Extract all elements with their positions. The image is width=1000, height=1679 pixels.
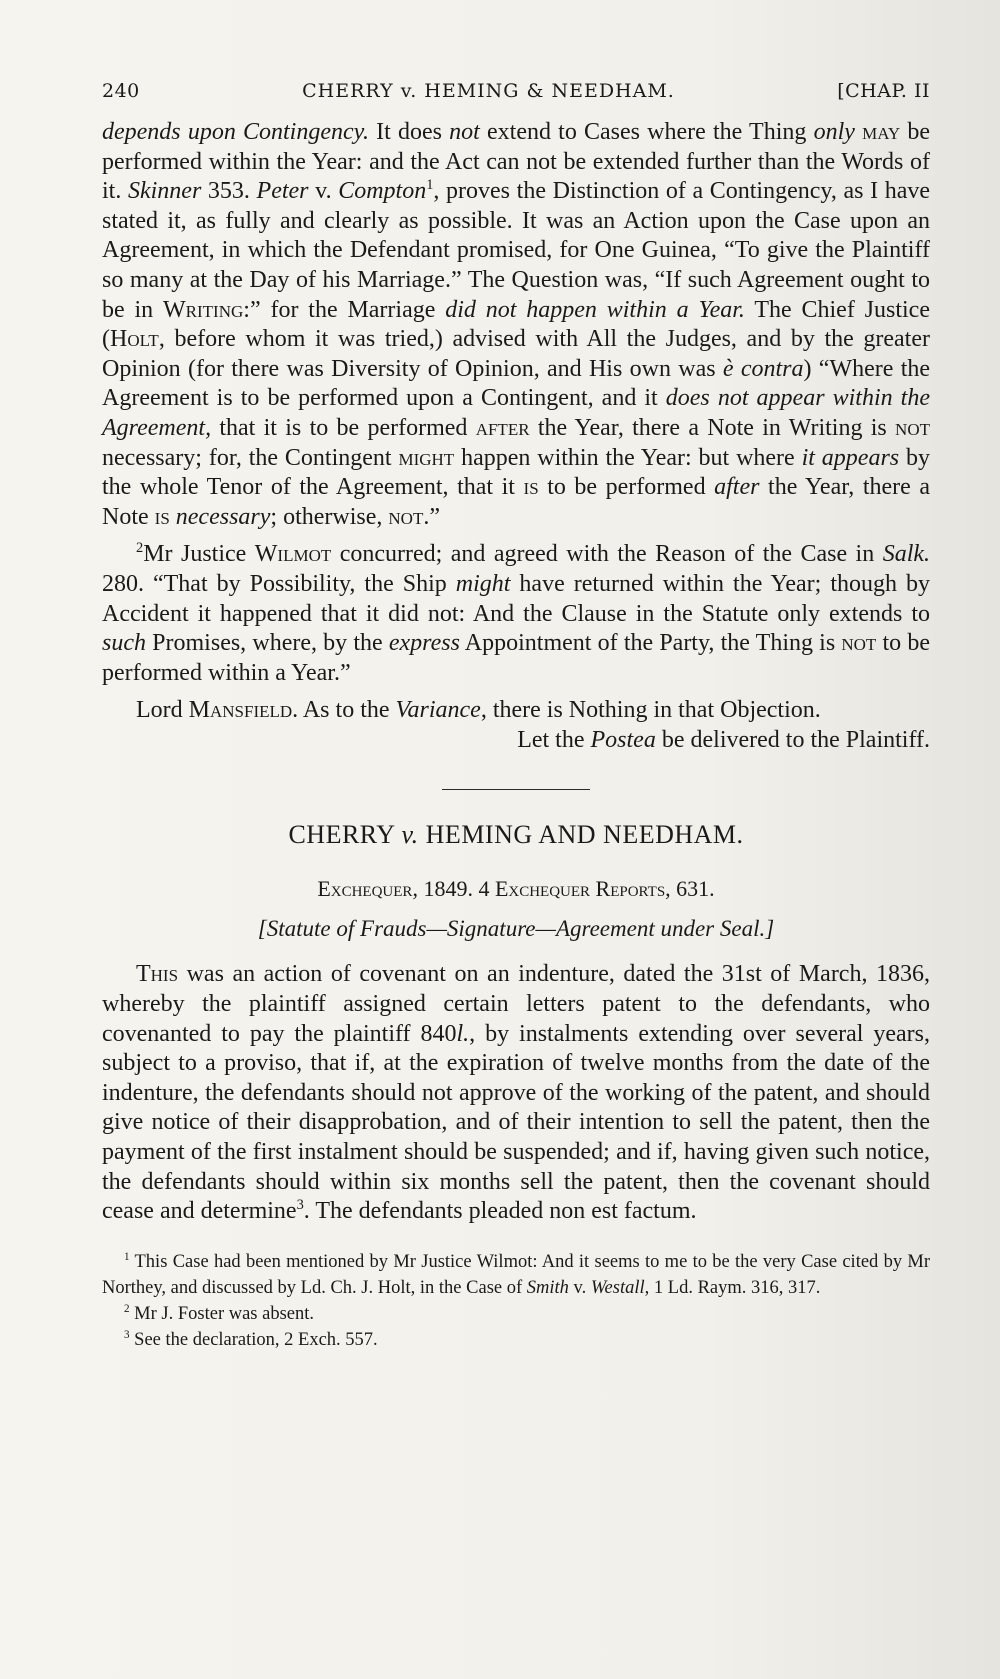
main-text bbox=[102, 118, 930, 755]
paragraph-continuation: depends upon Contingency. It does not extend to Cases where the Thing only may be performed within the Year: and the Act can not be extended further than the Words of it. Skinner 353. Peter v. Compton$^1$, proves the Distinction of a Contingency, as I have stated it, as fully and clearly as possible. It was an Action upon the Case upon an Agreement, in which the Defendant promised, for One Guinea, “To give the Plaintiff so many at the Day of his Marriage.” The Question was, “If such Agreement ought to be in Writing:” for the Marriage did not happen within a Year. The Chief Justice (Holt, before whom it was tried,) advised with All the Judges, and by the greater Opinion (for there was Diversity of Opinion, and His own was è contra) “Where the Agreement is to be performed upon a Contingent, and it does not appear within the Agreement, that it is to be performed after the Year, there a Note in Writing is not necessary; for, the Contingent might happen within the Year: but where it appears by the whole Tenor of the Agreement, that it is to be performed after the Year, there a Note is necessary; otherwise, not.” bbox=[102, 119, 931, 530]
court-citation: Exchequer, 1849. 4 Exchequer Reports, 631. bbox=[317, 876, 715, 902]
footnote-ref-1: 1 bbox=[426, 177, 434, 194]
case-subject: [Statute of Frauds—Signature—Agreement under Seal.] bbox=[257, 916, 775, 942]
paragraph-case-opening: This was an action of covenant on an indenture, dated the 31st of March, 1836, whereby the plaintiff assigned certain letters patent to the defendants, who covenanted to pay the plaintiff 840l., by instalments extending over several years, subject to a proviso, that if, at the expiration of twelve months from the date of the indenture, the defendants should not approve of the working of the patent, and should give notice of their disapprobation, and of their intention to sell the patent, then the payment of the first instalment should be suspended; and if, having given such notice, the defendants should within six months sell the patent, then the covenant should cease and determine$^3$. The defendants pleaded non est factum. bbox=[102, 961, 931, 1225]
footnote-3: $^3$ See the declaration, 2 Exch. 557. bbox=[124, 1328, 378, 1350]
paragraph-wilmot: $^2$Mr Justice Wilmot concurred; and agreed with the Reason of the Case in Salk. 280. “That by Possibility, the Ship might have returned within the Year; though by Accident it happened that it did not: And the Clause in the Statute only extends to such Promises, where, by the express Appointment of the Party, the Thing is not to be performed within a Year.” bbox=[102, 540, 931, 686]
footnotes bbox=[102, 1249, 930, 1353]
case-body bbox=[102, 960, 930, 1226]
footnote-1: $^1$ This Case had been mentioned by Mr Justice Wilmot: And it seems to me to be the very Case cited by Mr Northey, and discussed by Ld. Ch. J. Holt, in the Case of Smith v. Westall, 1 Ld. Raym. 316, 317. bbox=[102, 1250, 930, 1298]
chapter-label: [CHAP. II bbox=[837, 80, 930, 102]
section-divider bbox=[442, 789, 590, 790]
footnote-ref-3: 3 bbox=[296, 1197, 304, 1214]
page-number: 240 bbox=[102, 80, 140, 102]
case-title: CHERRY v. HEMING AND NEEDHAM. bbox=[288, 820, 744, 850]
running-title: CHERRY v. HEMING & NEEDHAM. bbox=[302, 80, 675, 102]
paragraph-postea: Let the Postea be delivered to the Plaintiff. bbox=[517, 726, 930, 753]
footnote-2: $^2$ Mr J. Foster was absent. bbox=[124, 1302, 315, 1324]
running-header bbox=[102, 80, 930, 102]
footnote-ref-2: 2 bbox=[136, 540, 144, 557]
paragraph-mansfield: Lord Mansfield. As to the Variance, there is Nothing in that Objection. bbox=[136, 697, 821, 724]
